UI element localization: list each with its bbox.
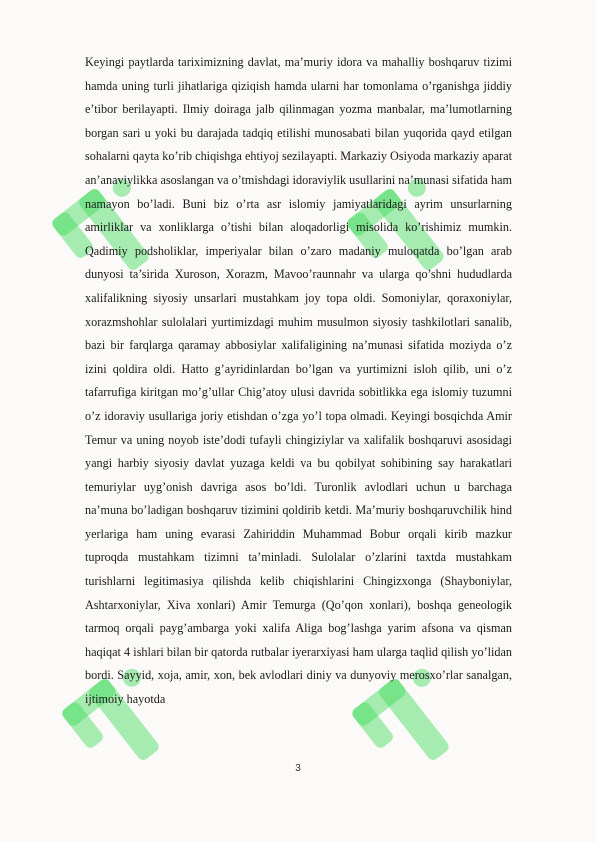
page-number: 3 — [295, 763, 301, 774]
body-paragraph: Keyingi paytlarda tariximizning davlat, ma’muriy idora va mahalliy boshqaruv tizimi hamda uning turli jihatlariga qiziqish hamda ularni har tomonlama o’rganishga jiddiy e’tibor berilayapti. Ilmiy doiraga jalb qilinmagan yozma manbalar, ma’lumotlarning borgan sari u yoki bu darajada tadqiq etilishi munosabati bilan yuqorida qayd etilgan sohalarni qayta ko’rib chiqishga ehtiyoj sezilayapti. Markaziy Osiyoda markaziy aparat an’anaviylikka asoslangan va o’tmishdagi idoraviylik usullarini na’munasi sifatida ham namayon bo’ladi. Buni biz o’rta asr islomiy jamiyatlaridagi ayrim unsurlarning amirliklar va xonliklarga o’tishi bilan aloqadorligi misolida ko’rishimiz mumkin. Qadimiy podsholiklar, imperiyalar bilan o’zaro madaniy muloqatda bo’lgan arab dunyosi ta’sirida Xuroson, Xorazm, Mavoo’raunnahr va ularga qo’shni hududlarda xalifalikning siyosiy unsarlari mustahkam joy topa oldi. Somoniylar, qoraxoniylar, xorazmshohlar sulolalari yurtimizdagi muhim musulmon siyosiy tashkilotlari sanalib, bazi bir farqlarga qaramay abbosiylar xalifaligining na’munasi sifatida moziyda o’z izini qoldira oldi. Hatto g’ayridinlardan bo’lgan va yurtimizni isloh qilib, uni o’z tafarrufiga kiritgan mo’g’ullar Chig’atoy ulusi davrida sobitlikka ega islomiy tuzumni o’z idoraviy usullariga joriy etishdan o’zga yo’l topa olmadi. Keyingi bosqichda Amir Temur va uning noyob iste’dodi tufayli chingiziylar va xalifalik boshqaruvi asosidagi yangi harbiy siyosiy davlat yuzaga keldi va bu qobilyat sohibining say harakatlari temuriylar uyg’onish davriga asos bo’ldi. Turonlik avlodlari uchun u barchaga na’muna bo’ladigan boshqaruv tizimini qoldirib ketdi. Ma’muriy boshqaruvchilik hind yerlariga ham uning evarasi Zahiriddin Muhammad Bobur orqali kirib mazkur tuproqda mustahkam tizimni ta’minladi. Sulolalar o’zlarini taxtda mustahkam turishlarni legitimasiya qilishda kelib chiqishlarini Chingizxonga (Shayboniylar, Ashtarxoniylar, Xiva xonlari) Amir Temurga (Qo’qon xonlari), boshqa geneologik tarmoq orqali payg’ambarga yoki xalifa Aliga bog’lashga yarim afsona va qisman haqiqat 4 ishlari bilan bir qatorda rutbalar iyerarxiyasi ham ularga taqlid qilish yo’lidan bordi. Sayyid, xoja, amir, xon, bek avlodlari diniy va dunyoviy merosxo’rlar sanalgan, ijtimoiy hayotda — [85, 55, 512, 707]
body-text — [85, 51, 512, 712]
